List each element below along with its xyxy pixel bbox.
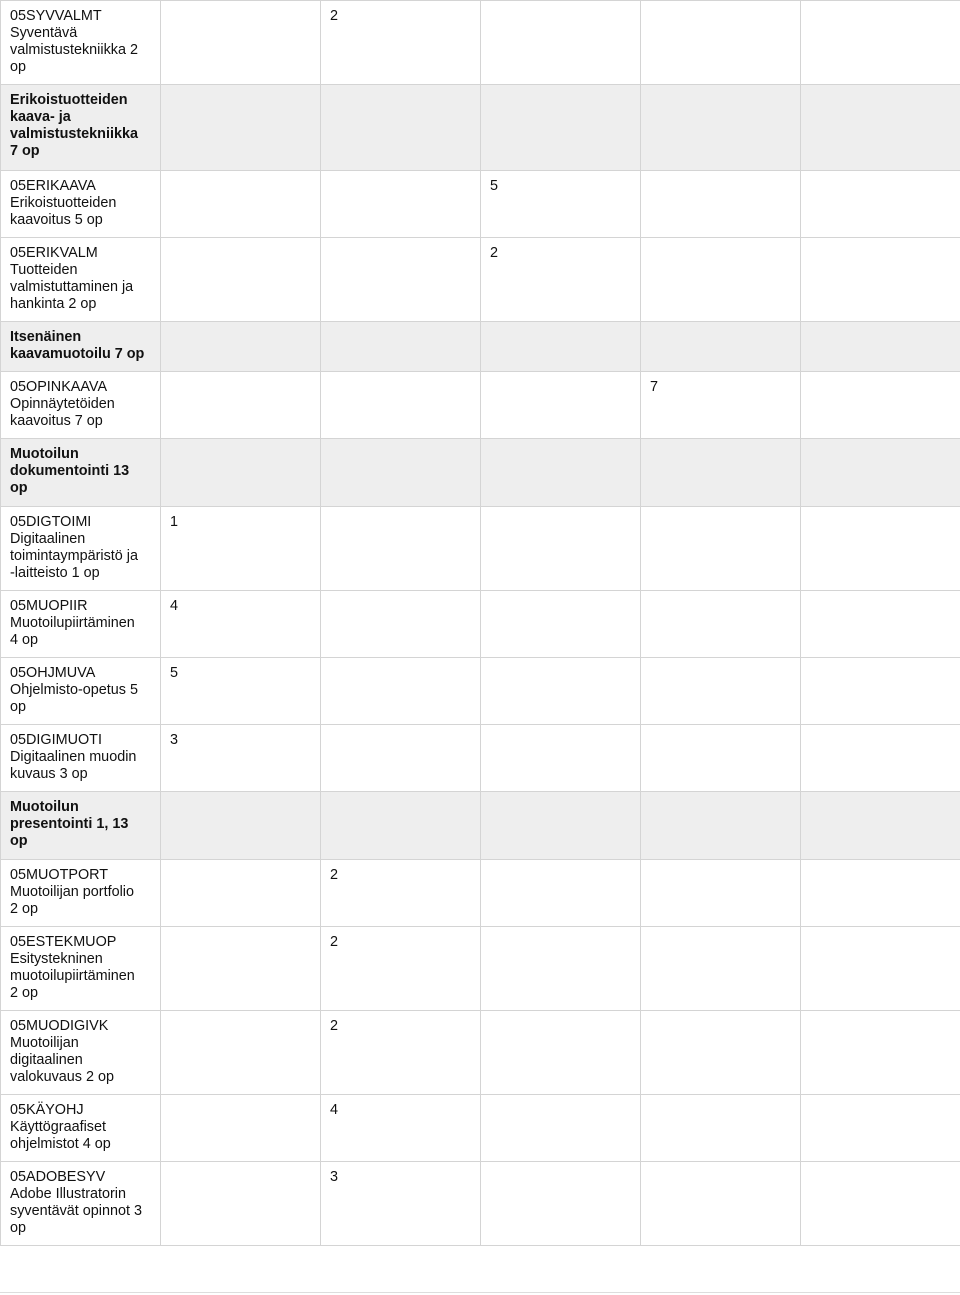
curriculum-table-body [1,1,960,1246]
value-cell [801,85,960,171]
value-cell [641,85,801,171]
course-row [1,1095,960,1162]
value-cell [321,591,481,658]
course-row [1,658,960,725]
value-cell: 2 [321,860,481,927]
value-cell [641,725,801,792]
value-cell [481,927,641,1011]
value-cell [161,322,321,372]
course-name-cell: 05DIGIMUOTI Digitaalinen muodin kuvaus 3 op [1,725,161,792]
value-cell [161,238,321,322]
value-cell: 2 [481,238,641,322]
value-cell [481,1095,641,1162]
value-cell [321,322,481,372]
value-cell [481,322,641,372]
value-cell [641,171,801,238]
value-cell [161,439,321,507]
value-cell [641,860,801,927]
value-cell: 5 [161,658,321,725]
value-cell: 3 [161,725,321,792]
course-row [1,591,960,658]
value-cell [321,171,481,238]
course-name-cell: 05ERIKAAVA Erikoistuotteiden kaavoitus 5 op [1,171,161,238]
course-name-cell: 05OHJMUVA Ohjelmisto-opetus 5 op [1,658,161,725]
value-cell [641,507,801,591]
course-name-cell: 05ADOBESYV Adobe Illustratorin syventävät opinnot 3 op [1,1162,161,1246]
value-cell [801,725,960,792]
section-name-cell: Muotoilun dokumentointi 13 op [1,439,161,507]
value-cell [161,85,321,171]
value-cell: 5 [481,171,641,238]
value-cell [321,725,481,792]
course-name-cell: 05KÄYOHJ Käyttögraafiset ohjelmistot 4 op [1,1095,161,1162]
value-cell [641,238,801,322]
value-cell [801,1011,960,1095]
section-name-cell: Erikoistuotteiden kaava- ja valmistustekniikka 7 op [1,85,161,171]
value-cell [481,439,641,507]
value-cell [641,792,801,860]
value-cell [161,860,321,927]
value-cell [801,591,960,658]
value-cell [641,322,801,372]
value-cell [641,1095,801,1162]
section-row [1,439,960,507]
value-cell: 2 [321,927,481,1011]
value-cell [641,658,801,725]
value-cell [801,658,960,725]
value-cell: 2 [321,1011,481,1095]
value-cell [161,792,321,860]
value-cell [801,927,960,1011]
course-row [1,927,960,1011]
value-cell [321,372,481,439]
value-cell [801,238,960,322]
value-cell [481,1,641,85]
course-name-cell: 05DIGTOIMI Digitaalinen toimintaympäristö ja -laitteisto 1 op [1,507,161,591]
course-name-cell: 05MUOTPORT Muotoilijan portfolio 2 op [1,860,161,927]
value-cell [481,725,641,792]
value-cell [161,372,321,439]
value-cell: 1 [161,507,321,591]
value-cell [481,658,641,725]
course-row [1,171,960,238]
course-row [1,1,960,85]
course-name-cell: 05ESTEKMUOP Esitystekninen muotoilupiirtäminen 2 op [1,927,161,1011]
value-cell: 4 [161,591,321,658]
value-cell [801,372,960,439]
course-name-cell: 05OPINKAAVA Opinnäytetöiden kaavoitus 7 op [1,372,161,439]
course-row [1,372,960,439]
value-cell [481,792,641,860]
value-cell [321,658,481,725]
page-bottom-divider [0,1292,960,1293]
section-row [1,792,960,860]
value-cell [321,85,481,171]
value-cell [641,1,801,85]
value-cell [641,591,801,658]
value-cell [481,507,641,591]
course-row [1,1162,960,1246]
value-cell [481,1011,641,1095]
value-cell: 2 [321,1,481,85]
value-cell [801,860,960,927]
course-row [1,860,960,927]
course-row [1,507,960,591]
value-cell [641,927,801,1011]
course-row [1,1011,960,1095]
value-cell [481,1162,641,1246]
value-cell [321,507,481,591]
value-cell [161,1162,321,1246]
value-cell [801,439,960,507]
course-name-cell: 05ERIKVALM Tuotteiden valmistuttaminen ja hankinta 2 op [1,238,161,322]
value-cell [481,860,641,927]
value-cell: 3 [321,1162,481,1246]
value-cell [161,1011,321,1095]
section-row [1,85,960,171]
course-name-cell: 05MUODIGIVK Muotoilijan digitaalinen valokuvaus 2 op [1,1011,161,1095]
value-cell [641,439,801,507]
value-cell [801,507,960,591]
value-cell [481,372,641,439]
value-cell [161,1,321,85]
value-cell [641,1162,801,1246]
value-cell [641,1011,801,1095]
value-cell [321,439,481,507]
value-cell: 7 [641,372,801,439]
value-cell [801,1162,960,1246]
value-cell [801,322,960,372]
course-row [1,238,960,322]
value-cell [481,85,641,171]
value-cell [481,591,641,658]
course-name-cell: 05MUOPIIR Muotoilupiirtäminen 4 op [1,591,161,658]
course-row [1,725,960,792]
value-cell [801,1,960,85]
course-name-cell: 05SYVVALMT Syventävä valmistustekniikka 2 op [1,1,161,85]
value-cell [801,1095,960,1162]
value-cell [161,1095,321,1162]
section-name-cell: Itsenäinen kaavamuotoilu 7 op [1,322,161,372]
value-cell [161,927,321,1011]
section-name-cell: Muotoilun presentointi 1, 13 op [1,792,161,860]
section-row [1,322,960,372]
value-cell [321,238,481,322]
value-cell [321,792,481,860]
value-cell [161,171,321,238]
value-cell [801,792,960,860]
value-cell: 4 [321,1095,481,1162]
value-cell [801,171,960,238]
